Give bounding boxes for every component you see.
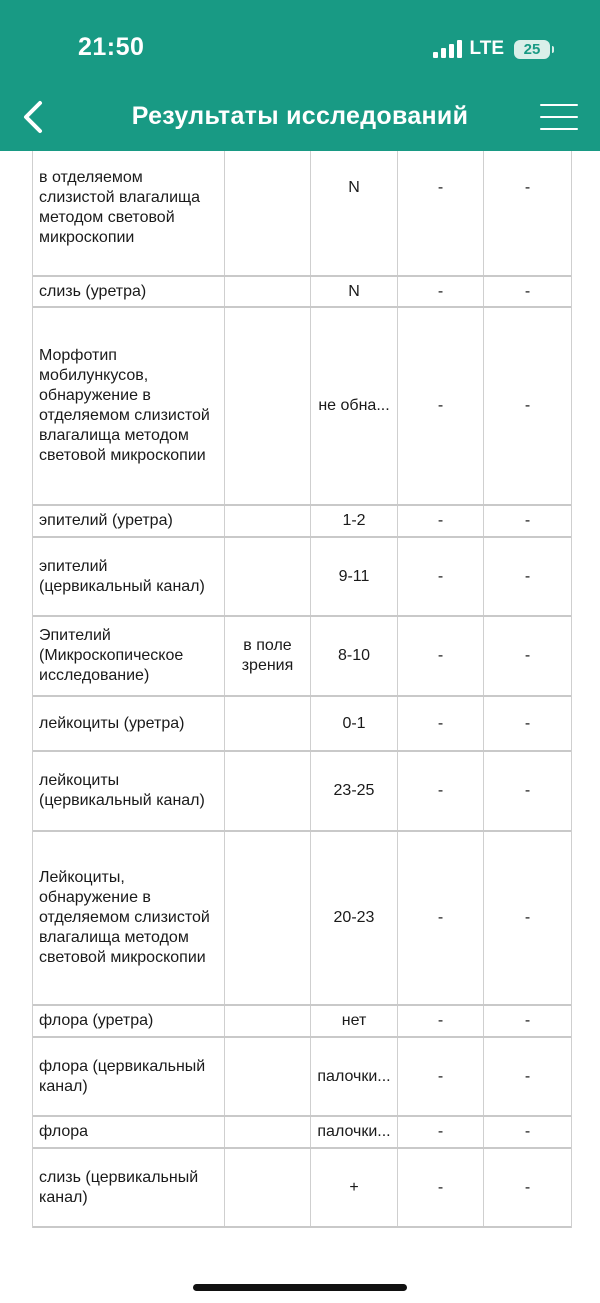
cell-test-name-text: эпителий (уретра) [39, 512, 173, 529]
cell-col4 [398, 832, 484, 1004]
cell-test-name-text: флора (уретра) [39, 1012, 154, 1029]
cell-col5-text: - [524, 1178, 531, 1196]
cell-col4-text: - [437, 397, 444, 414]
cell-col4-text: - [437, 1012, 444, 1029]
cell-unit [225, 832, 311, 1004]
cell-test-name [33, 308, 225, 504]
cell-test-name-text: Морфотип мобилункусов, обнаружение в отделяемом слизистой влагалища методом световой микроскопии [39, 347, 210, 464]
battery-level: 25 [523, 40, 541, 58]
cell-col5 [484, 752, 571, 830]
signal-icon [433, 40, 462, 58]
cell-value [311, 752, 398, 830]
cell-col5-text: - [524, 282, 531, 300]
cell-value [311, 1006, 398, 1036]
cell-col5 [484, 617, 571, 695]
cell-col5 [484, 277, 571, 306]
table-row[interactable] [33, 1117, 571, 1149]
cell-col4-text: - [437, 1067, 444, 1085]
cell-col5 [484, 308, 571, 504]
cell-value-text: 9-11 [338, 567, 370, 585]
cell-value [311, 1038, 398, 1115]
table-row[interactable] [33, 506, 571, 538]
cell-test-name [33, 1117, 225, 1147]
cell-col5-text: - [524, 647, 531, 664]
cell-col4 [398, 506, 484, 536]
cell-unit [225, 697, 311, 750]
cell-test-name-text: лейкоциты (цервикальный канал) [39, 772, 205, 809]
cell-value [311, 1149, 398, 1226]
cell-col5-text: - [524, 1123, 531, 1140]
cell-value [311, 506, 398, 536]
cell-test-name-text: флора (цервикальный канал) [39, 1057, 206, 1095]
cell-test-name [33, 832, 225, 1004]
cell-col4 [398, 752, 484, 830]
cell-test-name-text: эпителий (цервикальный канал) [39, 557, 205, 595]
cell-value [311, 538, 398, 615]
cell-unit [225, 752, 311, 830]
cell-col4 [398, 308, 484, 504]
cell-col5 [484, 1117, 571, 1147]
cell-unit [225, 1117, 311, 1147]
table-row[interactable] [33, 1038, 571, 1117]
cell-test-name-text: слизь (цервикальный канал) [39, 1168, 199, 1206]
cell-col5 [484, 1038, 571, 1115]
cell-col5-text: - [524, 567, 531, 585]
table-row[interactable] [33, 697, 571, 752]
cell-test-name [33, 1038, 225, 1115]
cell-col4-text: - [437, 512, 444, 529]
cell-test-name [33, 1149, 225, 1226]
table-row[interactable] [33, 308, 571, 506]
cell-col5-text: - [524, 179, 531, 196]
hamburger-menu-icon [540, 104, 578, 130]
cell-col4 [398, 697, 484, 750]
cell-col5-text: - [524, 512, 531, 529]
table-row[interactable] [33, 752, 571, 832]
page-title: Результаты исследований [131, 102, 469, 130]
cell-col5-text: - [524, 1012, 531, 1029]
cell-value [311, 617, 398, 695]
cell-value-text: N [348, 179, 360, 196]
cell-value-text: 1-2 [342, 512, 366, 529]
cell-test-name [33, 538, 225, 615]
table-row[interactable] [33, 832, 571, 1006]
cell-value-text: палочки... [317, 1067, 391, 1085]
cell-col5-text: - [524, 782, 531, 799]
cell-col4-text: - [437, 782, 444, 799]
cell-col5-text: - [524, 1067, 531, 1085]
cell-value [311, 277, 398, 306]
app-header [0, 0, 600, 151]
cell-unit [225, 277, 311, 306]
cell-col4-text: - [437, 567, 444, 585]
cell-test-name-text: Лейкоциты, обнаружение в отделяемом слизистой влагалища методом световой микроскопии [39, 869, 210, 966]
cell-test-name [33, 752, 225, 830]
cell-test-name [33, 506, 225, 536]
cell-col5-text: - [524, 909, 531, 926]
table-row[interactable] [33, 1006, 571, 1038]
cell-unit [225, 1149, 311, 1226]
table-row[interactable] [33, 277, 571, 308]
cell-value [311, 308, 398, 504]
cell-col4 [398, 1149, 484, 1226]
cell-col4-text: - [437, 1178, 444, 1196]
cell-col4 [398, 1117, 484, 1147]
cell-col4 [398, 1006, 484, 1036]
cell-value [311, 832, 398, 1004]
cell-value-text: 8-10 [337, 647, 371, 664]
cell-value-text: 0-1 [342, 714, 366, 732]
cell-value-text: + [349, 1178, 359, 1196]
cell-col4-text: - [437, 282, 444, 300]
cell-test-name [33, 277, 225, 306]
cell-col4 [398, 538, 484, 615]
cell-test-name-text: флора [39, 1123, 89, 1140]
cell-test-name-text: лейкоциты (уретра) [39, 714, 185, 732]
cell-unit [225, 506, 311, 536]
cell-unit [225, 1038, 311, 1115]
home-indicator[interactable] [193, 1284, 407, 1291]
cell-value-text: 20-23 [333, 909, 375, 926]
cell-value-text: палочки... [317, 1123, 391, 1140]
battery-icon [514, 40, 550, 59]
results-table [32, 105, 572, 1228]
cell-col5-text: - [524, 397, 531, 414]
cell-col4-text: - [437, 647, 444, 664]
cell-unit-text: в поле зрения [241, 637, 294, 674]
cell-value-text: 23-25 [333, 782, 375, 799]
cell-value [311, 697, 398, 750]
cell-value-text: не обна... [318, 397, 390, 414]
cell-col4 [398, 617, 484, 695]
cell-unit [225, 617, 311, 695]
cell-value-text: N [348, 282, 360, 300]
cell-test-name-text: в отделяемом слизистой влагалища методом световой микроскопии [39, 169, 201, 246]
cell-col5 [484, 832, 571, 1004]
table-row[interactable] [33, 617, 571, 697]
cell-test-name-text: слизь (уретра) [39, 282, 147, 300]
menu-button[interactable] [540, 104, 578, 132]
cell-test-name-text: Эпителий (Микроскопическое исследование) [39, 627, 184, 684]
cell-col5 [484, 538, 571, 615]
cell-unit [225, 308, 311, 504]
cell-col5 [484, 697, 571, 750]
cell-test-name [33, 1006, 225, 1036]
table-row[interactable] [33, 1149, 571, 1228]
network-type: LTE [469, 38, 504, 59]
status-indicators [433, 37, 550, 61]
cell-test-name [33, 697, 225, 750]
cell-col4-text: - [437, 909, 444, 926]
cell-col5 [484, 1149, 571, 1226]
cell-col4-text: - [437, 179, 444, 196]
table-row[interactable] [33, 538, 571, 617]
cell-col4-text: - [437, 1123, 444, 1140]
cell-unit [225, 538, 311, 615]
cell-value [311, 1117, 398, 1147]
cell-unit [225, 1006, 311, 1036]
cell-col4 [398, 1038, 484, 1115]
cell-value-text: нет [341, 1012, 367, 1029]
cell-col5 [484, 506, 571, 536]
cell-col5 [484, 1006, 571, 1036]
cell-col4 [398, 277, 484, 306]
cell-col4-text: - [437, 714, 444, 732]
cell-test-name [33, 617, 225, 695]
status-time: 21:50 [78, 33, 145, 61]
cell-col5-text: - [524, 714, 531, 732]
